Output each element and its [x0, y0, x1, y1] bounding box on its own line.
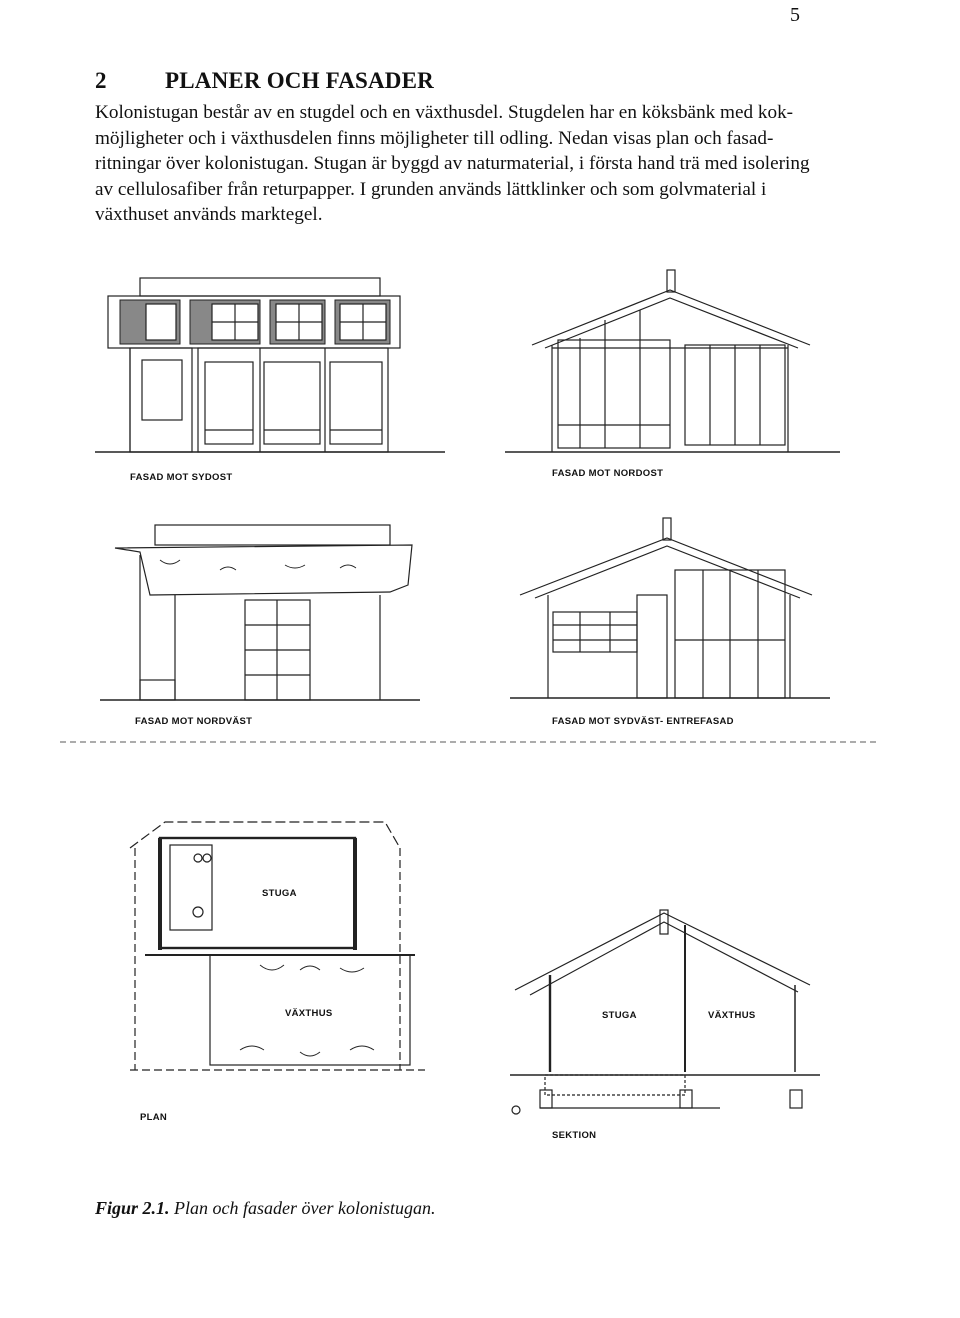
label-section: SEKTION [552, 1130, 597, 1141]
page-number: 5 [790, 4, 800, 26]
label-facade-northeast: FASAD MOT NORDOST [552, 468, 664, 479]
section-title: PLANER OCH FASADER [165, 68, 434, 93]
plan-label-stuga: STUGA [262, 888, 297, 899]
body-line: Kolonistugan består av en stugdel och en växthusdel. Stugdelen har en köksbänk med kok- [95, 102, 794, 123]
body-line: växthuset används marktegel. [95, 204, 323, 226]
figure-caption [95, 1198, 436, 1219]
body-line: ritningar över kolonistugan. Stugan är byggd av naturmaterial, i första hand trä med isolering [95, 153, 810, 175]
figure-caption-text: Plan och fasader över kolonistugan. [174, 1198, 436, 1218]
section-label-stuga: STUGA [602, 1010, 637, 1021]
label-facade-southwest: FASAD MOT SYDVÄST- ENTREFASAD [552, 716, 734, 727]
figure-label: Figur 2.1. [95, 1198, 170, 1218]
section-drawing [510, 910, 820, 1114]
facade-southeast-drawing [95, 278, 445, 452]
body-line: av cellulosafiber från returpapper. I grunden används lättklinker och som golvmaterial i [95, 178, 767, 200]
label-plan: PLAN [140, 1112, 168, 1123]
facade-northwest-drawing [100, 525, 420, 700]
section-label-vaxthus: VÄXTHUS [708, 1010, 756, 1021]
label-facade-southeast: FASAD MOT SYDOST [130, 472, 233, 483]
facade-southwest-drawing [510, 518, 830, 698]
body-line: möjligheter och i växthusdelen finns möjligheter till odling. Nedan visas plan och fasad- [95, 127, 774, 149]
plan-label-vaxthus: VÄXTHUS [285, 1008, 333, 1019]
section-number: 2 [95, 68, 107, 93]
label-facade-northwest: FASAD MOT NORDVÄST [135, 716, 253, 727]
floor-plan-drawing [130, 822, 425, 1070]
facade-northeast-drawing [505, 270, 840, 452]
